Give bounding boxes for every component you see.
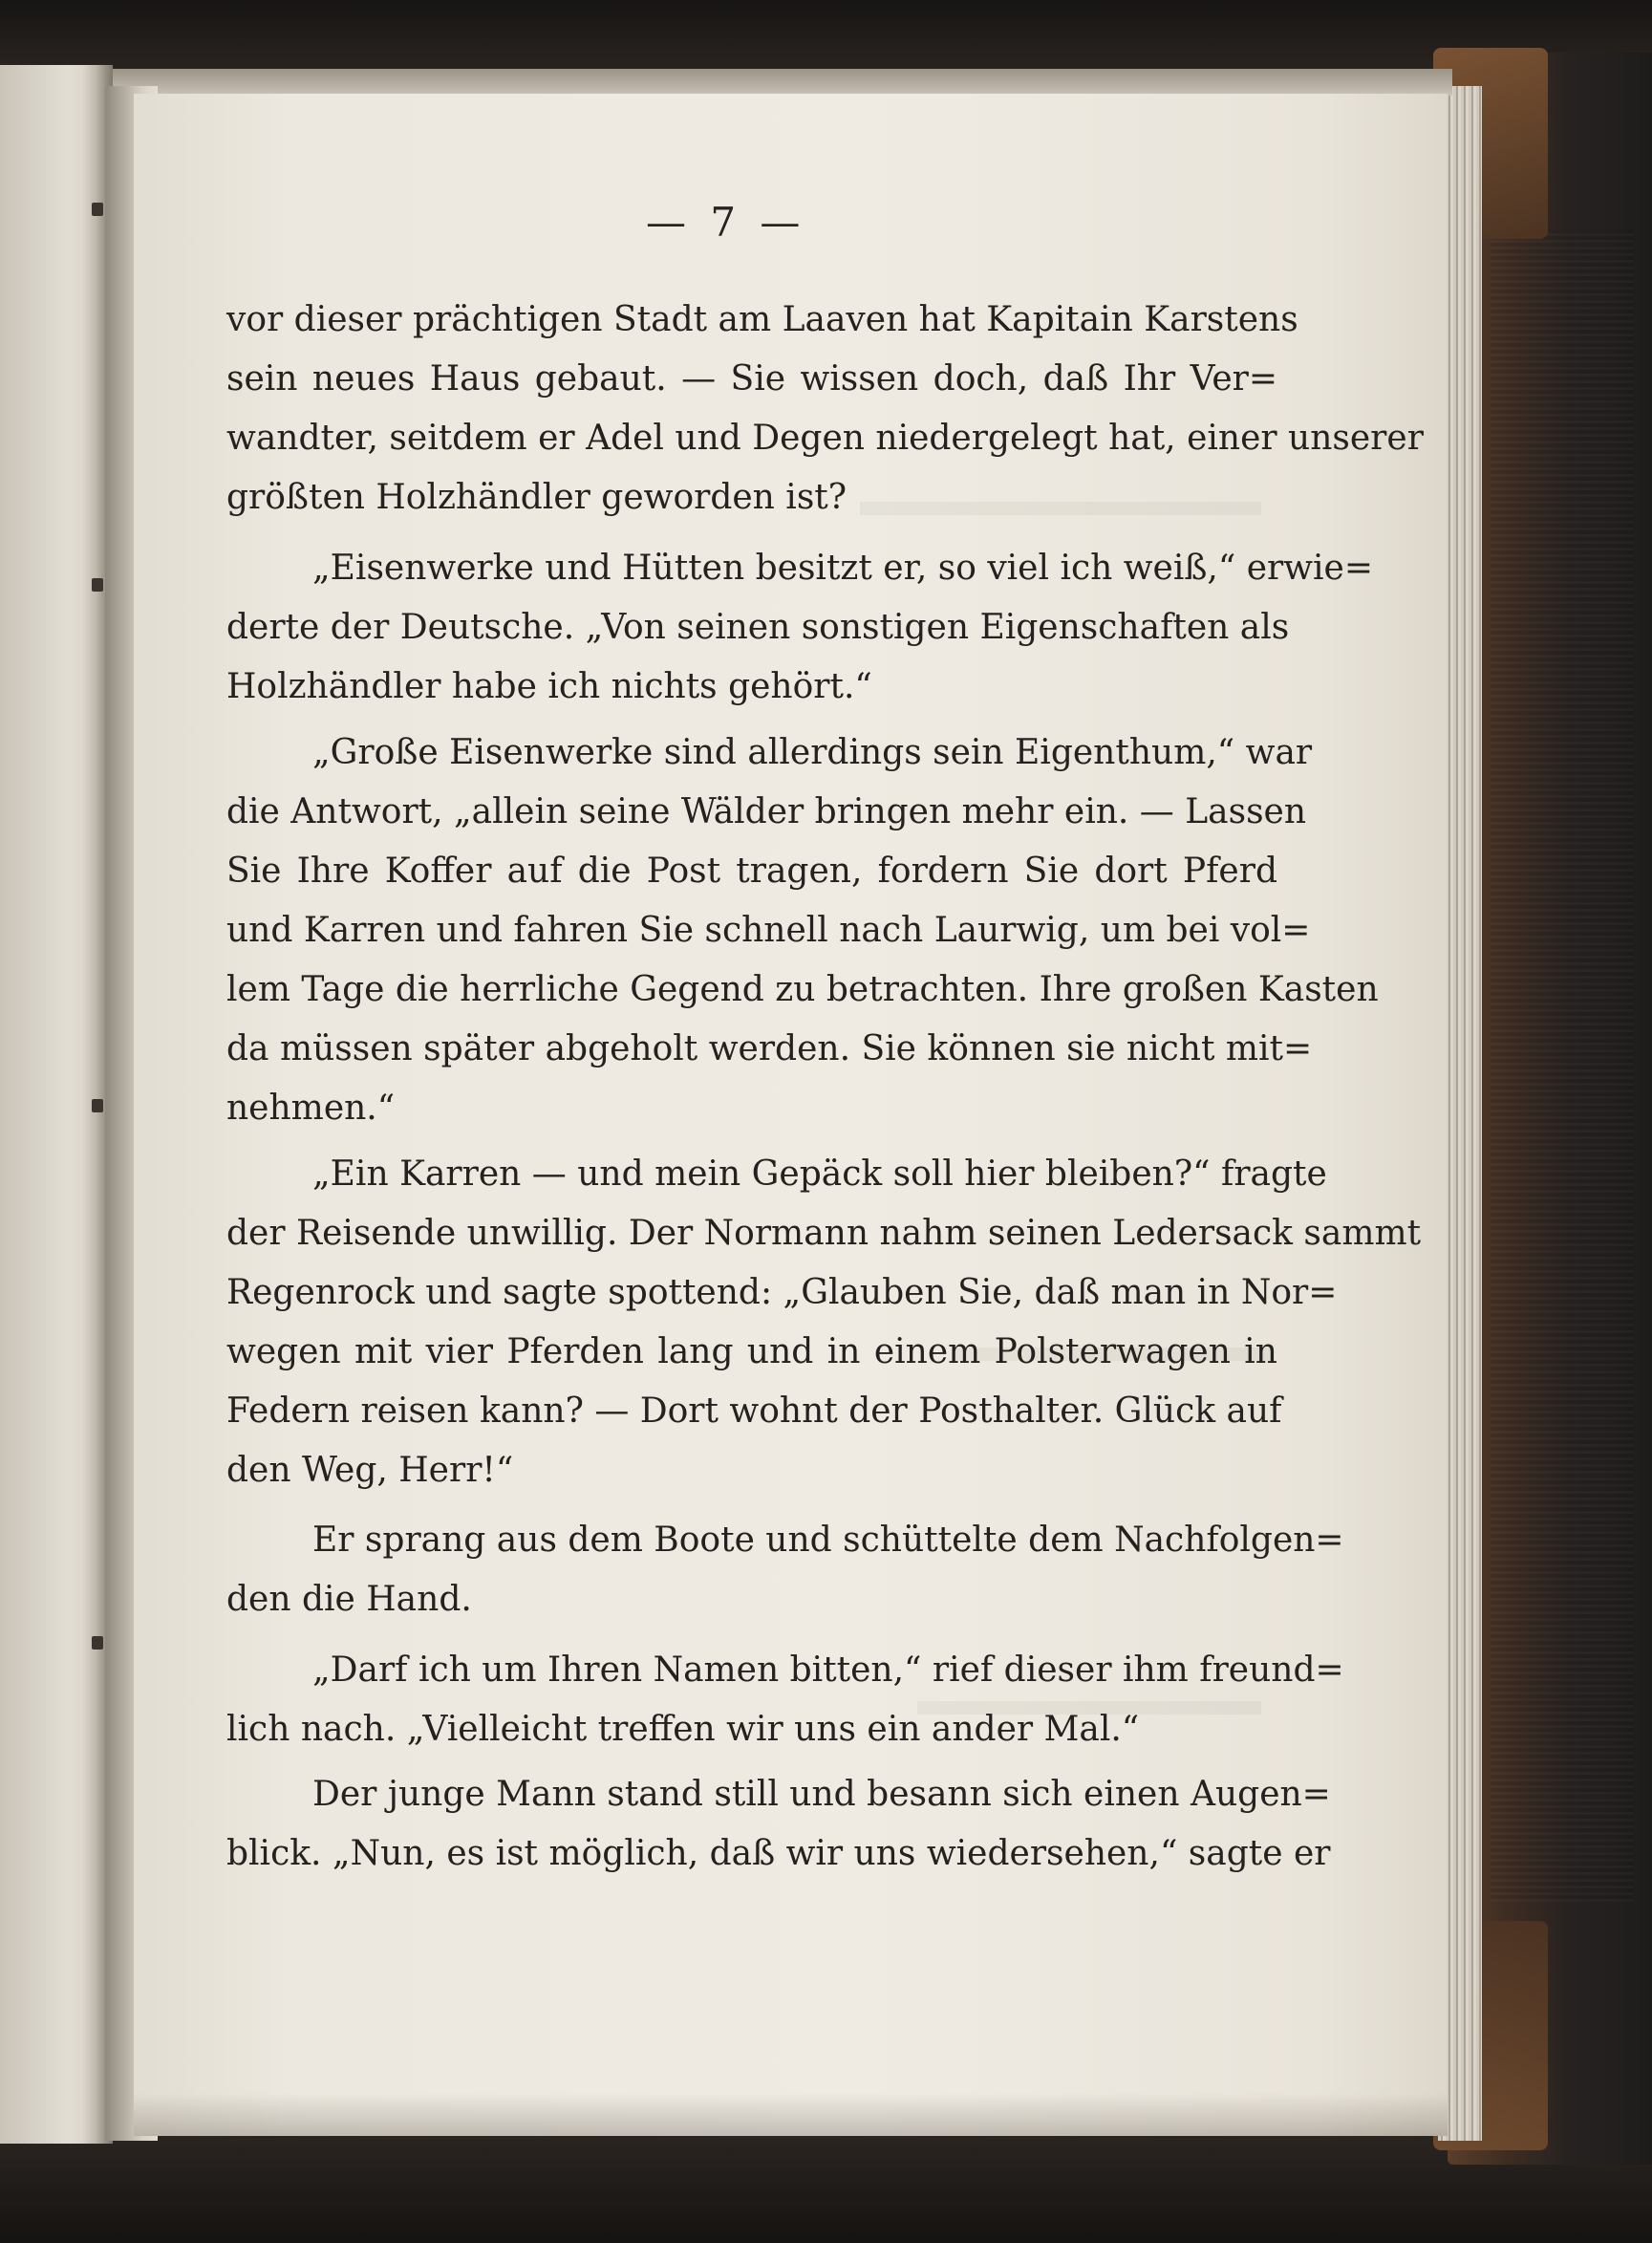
cover-texture (1491, 229, 1634, 1902)
text-line: den die Hand. (226, 1580, 472, 1619)
text-line: wandter, seitdem er Adel und Degen niedergelegt hat, einer unserer (226, 419, 1424, 458)
text-line: Er sprang aus dem Boote und schüttelte dem Nachfolgen= (312, 1520, 1344, 1560)
text-line: der Reisende unwillig. Der Normann nahm seinen Ledersack sammt (226, 1214, 1422, 1253)
page-shadow-bottom (134, 2093, 1448, 2136)
text-line: wegen mit vier Pferden lang und in einem Polsterwagen in (226, 1332, 1277, 1371)
text-line: blick. „Nun, es ist möglich, daß wir uns wiedersehen,“ sagte er (226, 1834, 1331, 1873)
text-line: lich nach. „Vielleicht treffen wir uns ein ander Mal.“ (226, 1710, 1140, 1749)
text-line: Regenrock und sagte spottend: „Glauben Sie, daß man in Nor= (226, 1273, 1338, 1312)
text-line: den Weg, Herr!“ (226, 1451, 514, 1490)
page-top-rim (105, 69, 1452, 96)
text-line: Holzhändler habe ich nichts gehört.“ (226, 667, 872, 706)
text-line: vor dieser prächtigen Stadt am Laaven hat Kapitain Karstens (226, 300, 1298, 339)
text-line: „Große Eisenwerke sind allerdings sein Eigenthum,“ war (312, 733, 1313, 772)
text-line: Sie Ihre Koffer auf die Post tragen, fordern Sie dort Pferd (226, 852, 1277, 891)
text-line: sein neues Haus gebaut. — Sie wissen doch, daß Ihr Ver= (226, 359, 1277, 399)
text-line: und Karren und fahren Sie schnell nach Laurwig, um bei vol= (226, 911, 1311, 950)
text-line: größten Holzhändler geworden ist? (226, 478, 847, 517)
book-board-bottom (0, 2126, 1652, 2243)
text-line: Der junge Mann stand still und besann sich einen Augen= (312, 1775, 1331, 1814)
text-line: nehmen.“ (226, 1089, 396, 1128)
text-line: da müssen später abgeholt werden. Sie können sie nicht mit= (226, 1029, 1313, 1068)
text-line: „Darf ich um Ihren Namen bitten,“ rief dieser ihm freund= (312, 1650, 1344, 1690)
text-line: die Antwort, „allein seine Wälder bringen mehr ein. — Lassen (226, 792, 1307, 831)
page-number: — 7 — (646, 199, 806, 246)
binding-mark (92, 1636, 103, 1650)
binding-mark (92, 203, 103, 216)
binding-mark (92, 1099, 103, 1112)
text-line: „Eisenwerke und Hütten besitzt er, so viel ich weiß,“ erwie= (312, 549, 1374, 588)
text-line: lem Tage die herrliche Gegend zu betrachten. Ihre großen Kasten (226, 970, 1379, 1009)
text-line: derte der Deutsche. „Von seinen sonstigen Eigenschaften als (226, 608, 1290, 647)
text-line: Federn reisen kann? — Dort wohnt der Posthalter. Glück auf (226, 1391, 1282, 1431)
text-line: „Ein Karren — und mein Gepäck soll hier bleiben?“ fragte (312, 1154, 1327, 1194)
binding-mark (92, 578, 103, 592)
